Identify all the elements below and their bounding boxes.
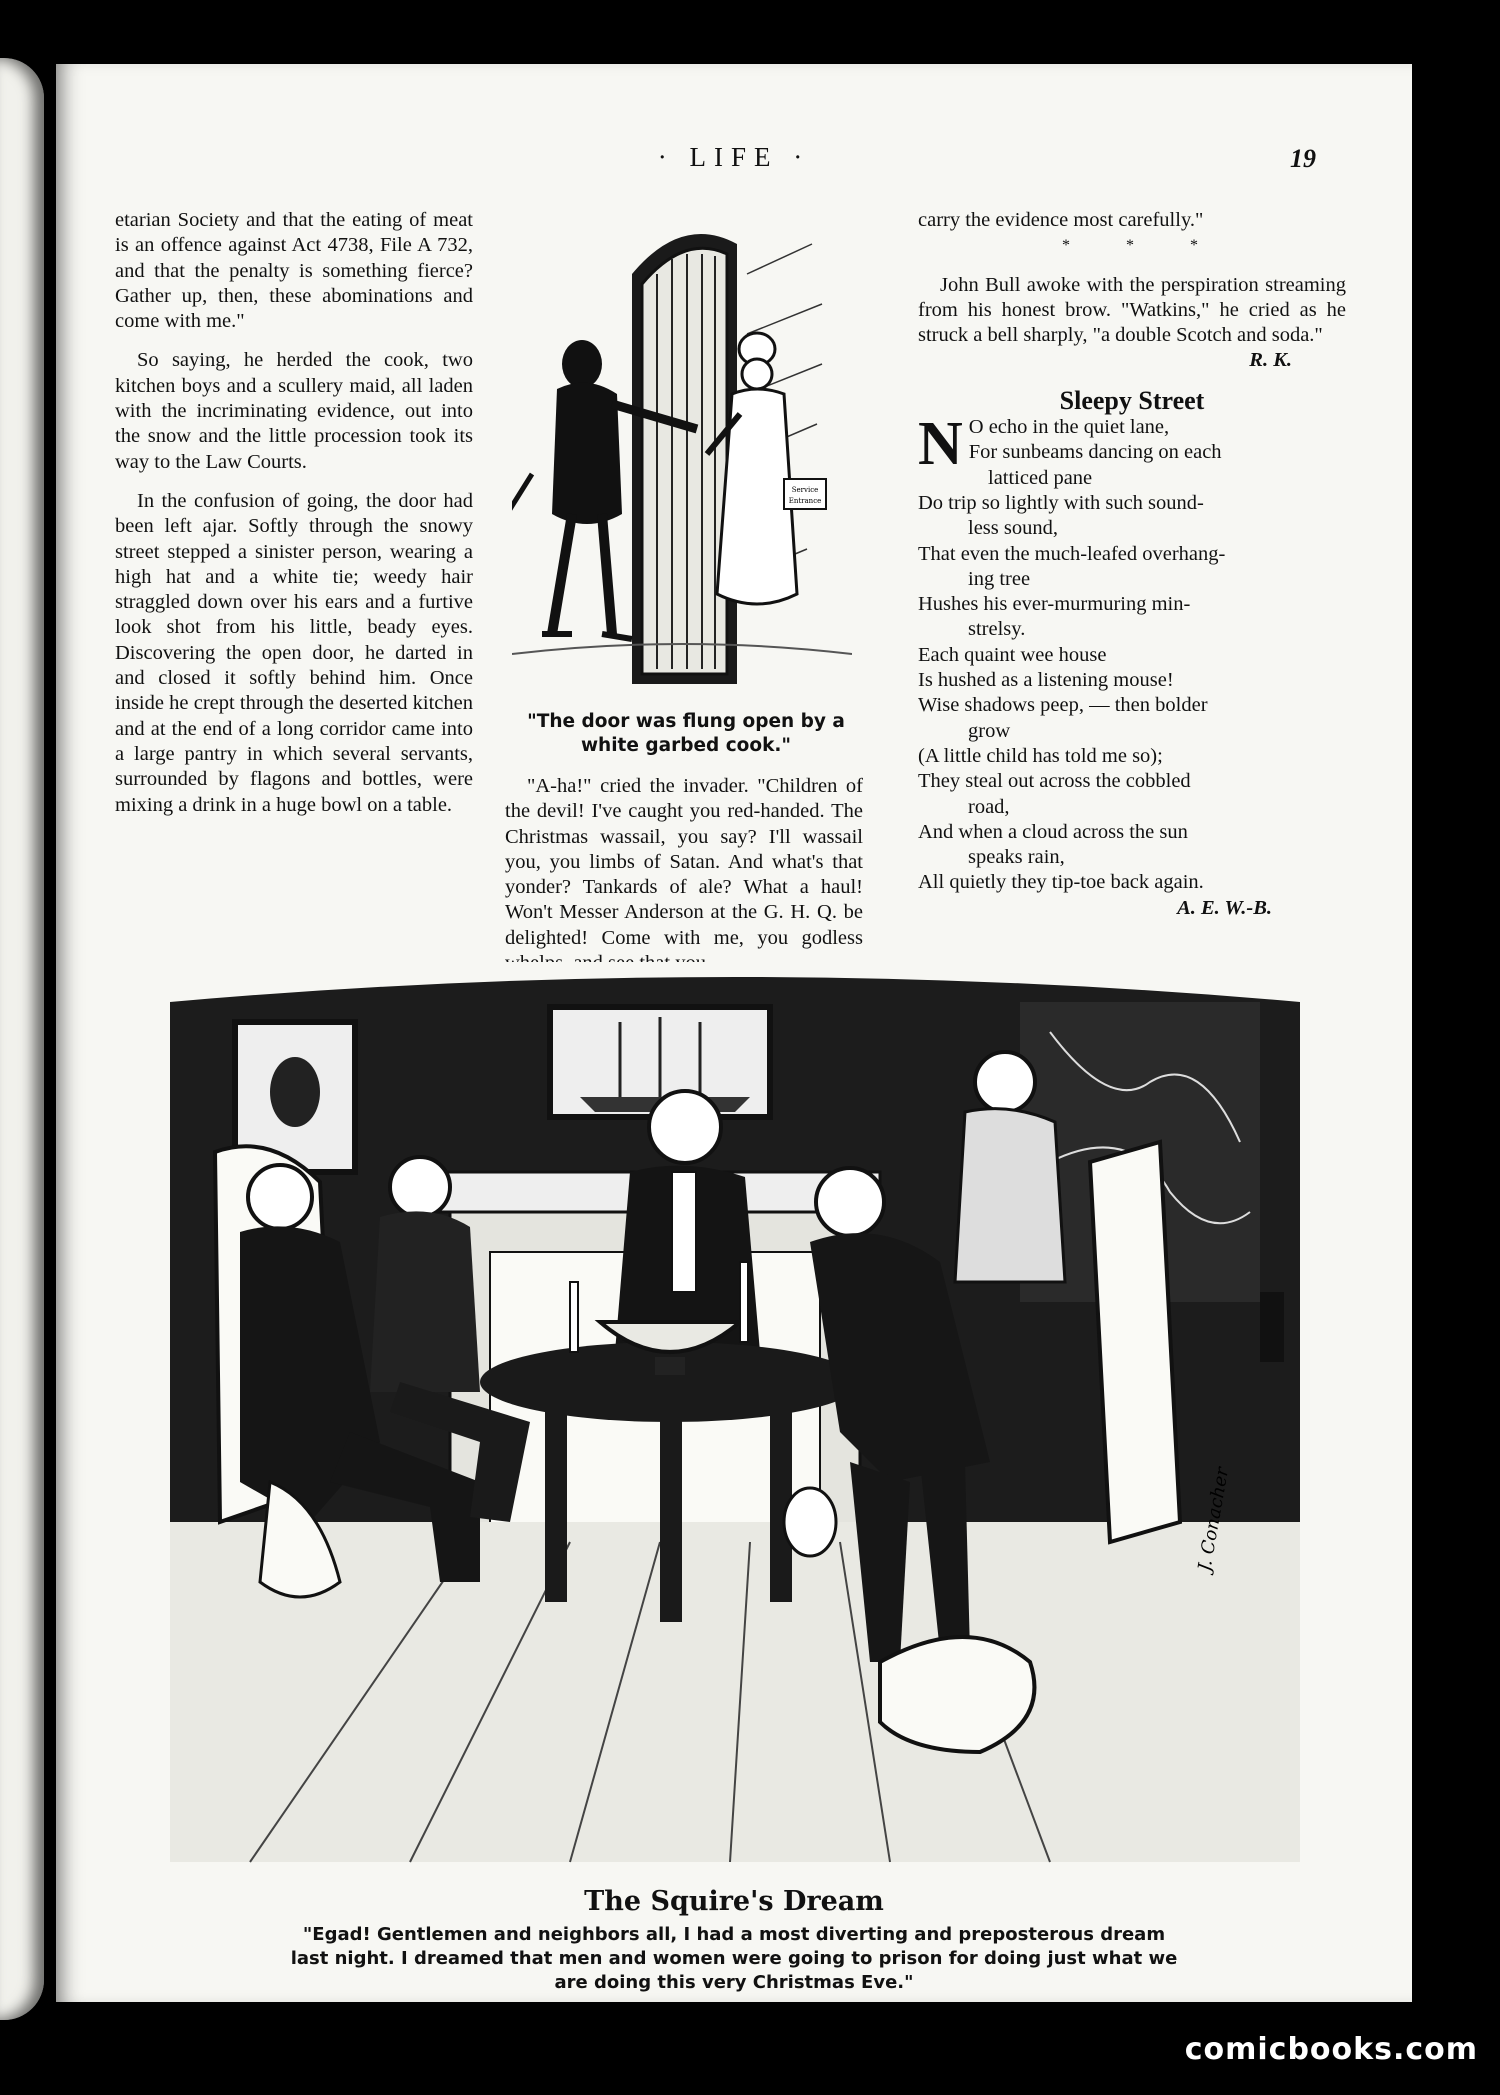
author-signature: R. K. [1249,349,1292,372]
poem-lines [918,410,1346,896]
poem-line: That even the much-leafed overhang- [918,542,1226,565]
poem-line: And when a cloud across the sun [918,820,1188,843]
poem-line: They steal out across the cobbled [918,770,1191,793]
poem-line: O echo in the quiet lane, [968,416,1170,439]
poem-line: Hushes his ever-murmuring min- [918,593,1191,616]
poem-line: strelsy. [968,618,1026,641]
svg-text:Service: Service [791,486,819,494]
poem-line: For sunbeams dancing on each [968,441,1222,464]
poem-line: Each quaint wee house [918,643,1107,666]
paragraph: So saying, he herded the cook, two kitchen boys and a scullery maid, all laden with the incriminating evidence, out into the snow and the little procession took its way to the Law Courts. [115,349,473,473]
text-column-3 [918,208,1346,921]
squires-dream-illustration [150,962,1320,1882]
magazine-page [56,64,1412,2002]
poem-line: All quietly they tip-toe back again. [918,871,1204,894]
paragraph: "A-ha!" cried the invader. "Children of the devil! I've caught you red-handed. The Christmas wassail, you say? I'll wassail you, you limbs of Satan. And what's that yonder? Tankards of ale? What a haul! Won't Messer Anderson at the G. H. Q. be delighted! Come with me, you godless [505,775,863,949]
paragraph: etarian Society and that the eating of meat is an offence against Act 4738, File A 732, and that the penalty is something fierce? Gather up, then, these abominations and come with me." [115,209,473,333]
poem-line: ing tree [968,567,1031,590]
svg-text:J. Conacher: J. Conacher [1194,1465,1234,1573]
running-head: · LIFE · [657,142,811,172]
door-illustration-caption: "The door was flung open by a white garbed cook." [527,711,845,756]
poem-signature: A. E. W.-B. [1177,896,1272,919]
section-break: * * * [1062,237,1224,255]
door-illustration [512,214,852,710]
watermark: comicbooks.com [1184,2032,1478,2067]
poem-line: grow [968,719,1011,742]
caption-text: "Egad! Gentlemen and neighbors all, I had a most diverting and preposterous dream last night. I dreamed that men and women were going to prison for doing just what we are doing this very Christmas Eve." [290,1924,1178,1993]
text-column-2 [505,774,863,990]
page-number: 19 [1290,144,1316,173]
text-column-1 [115,208,473,832]
poem-line: (A little child has told me so); [918,744,1163,767]
left-page-edge [0,58,44,2020]
paragraph: In the confusion of going, the door had been left ajar. Softly through the snowy street stepped a sinister person, wearing a high hat and a white tie; weedy hair straggled down over his ears and a furtive look shot from his little, beady eyes. Discovering the open door, he darted in and closed it softly behind him. Once inside he crept through the deserted kitchen and at the end of a long corridor came into a large pantry in which several servants, surrounded by flagons and bottles, were mixing a drink in a huge bowl on a table. [115,489,473,816]
caption-title: The Squire's Dream [584,1886,884,1917]
main-illustration-caption [56,1886,1412,1995]
poem-line: Do trip so lightly with such sound- [918,491,1204,514]
poem-line: speaks rain, [968,846,1065,869]
poem-line: less sound, [968,517,1058,540]
poem-line: Is hushed as a listening mouse! [918,669,1174,692]
drop-cap: N [918,410,963,479]
paragraph: carry the evidence most carefully." [918,209,1204,231]
poem [918,410,1346,896]
poem-line: Wise shadows peep, — then bolder [918,694,1208,717]
paragraph: John Bull awoke with the perspiration streaming from his honest brow. "Watkins," he cried as he struck a bell sharply, "a double Scotch and soda." [918,273,1346,347]
svg-text:Entrance: Entrance [788,497,822,505]
poem-line: latticed pane [988,466,1093,489]
poem-title: Sleepy Street [1059,385,1205,415]
poem-line: road, [968,795,1010,818]
